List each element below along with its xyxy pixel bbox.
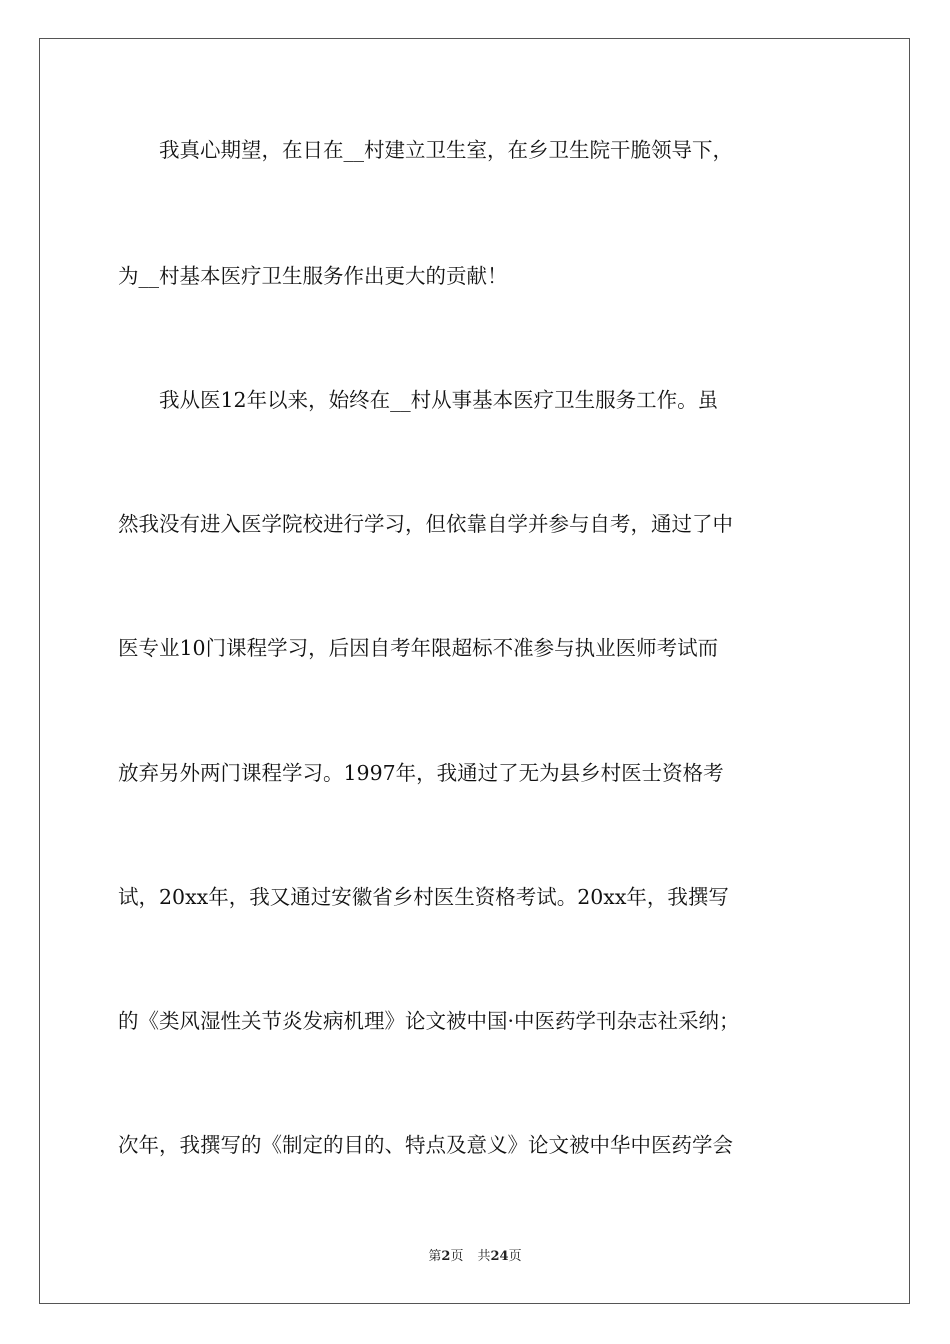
- footer-total-prefix: 共: [477, 1249, 491, 1264]
- footer-total-suffix: 页: [508, 1249, 522, 1264]
- text-line-5: 医专业10门课程学习，后因自考年限超标不准参与执业医师考试而: [118, 636, 719, 660]
- text-line-7: 试，20xx年，我又通过安徽省乡村医生资格考试。20xx年，我撰写: [118, 885, 729, 909]
- text-line-3: 我从医12年以来，始终在__村从事基本医疗卫生服务工作。虽: [118, 388, 719, 412]
- page-footer: [0, 1245, 950, 1264]
- footer-page-prefix: 第: [428, 1249, 442, 1264]
- text-line-2: 为__村基本医疗卫生服务作出更大的贡献！: [118, 264, 508, 288]
- footer-total-number: 24: [490, 1249, 509, 1264]
- footer-page-number: 2: [441, 1249, 451, 1264]
- text-line-4: 然我没有进入医学院校进行学习，但依靠自学并参与自考，通过了中: [118, 512, 733, 536]
- page-border: [39, 38, 910, 1304]
- footer-page-suffix: 页: [450, 1249, 464, 1264]
- text-line-1: 我真心期望，在日在__村建立卫生室，在乡卫生院干脆领导下，: [118, 138, 733, 162]
- text-line-9: 次年，我撰写的《制定的目的、特点及意义》论文被中华中医药学会: [118, 1133, 733, 1157]
- text-line-6: 放弃另外两门课程学习。1997年，我通过了无为县乡村医士资格考: [118, 761, 724, 785]
- text-line-8: 的《类风湿性关节炎发病机理》论文被中国·中医药学刊杂志社采纳；: [118, 1009, 740, 1033]
